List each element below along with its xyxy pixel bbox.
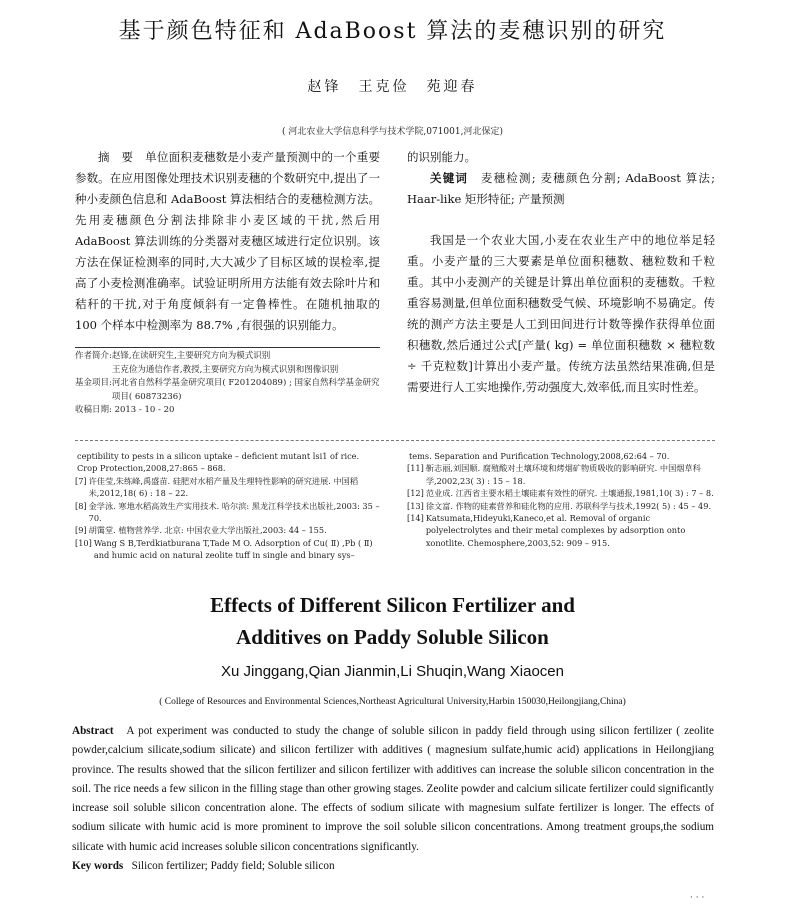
paper-title-cn: 基于颜色特征和 AdaBoost 算法的麦穗识别的研究 — [118, 19, 667, 44]
english-keywords-label: Key words — [72, 860, 124, 873]
footnote-fund-text: 河北省自然科学基金研究项目( F201204089) ; 国家自然科学基金研究项目( 60873236) — [111, 378, 380, 402]
reference-number: [10] — [75, 537, 92, 548]
footnote-author-text2: 王克俭为通信作者,教授,主要研究方向为模式识别和图像识别 — [111, 364, 339, 375]
reference-number: [8] — [75, 500, 87, 511]
reference-number: [12] — [407, 488, 424, 499]
english-authors: Xu Jinggang,Qian Jianmin,Li Shuqin,Wang Xiaocen — [221, 663, 564, 680]
reference-item — [75, 450, 380, 475]
abstract-label-cn: 摘 要 — [98, 150, 134, 164]
footnote-author-text: 赵锋,在读研究生,主要研究方向为模式识别 — [111, 351, 271, 361]
footnote-author-label: 作者简介: — [75, 351, 112, 361]
reference-number: [7] — [75, 475, 87, 486]
reference-text: 范业成. 江西省主要水稻土壤硅素有效性的研究. 土壤通报,1981,10( 3) : 7 – 8. — [425, 488, 714, 499]
english-abstract — [72, 722, 714, 876]
footnote-date: 收稿日期: 2013 - 10 - 20 — [75, 405, 175, 415]
reference-text: 靳志丽,刘国顺. 腐殖酸对土壤环境和烤烟矿物质吸收的影响研究. 中国烟草科学,2002,23( 3) : 15 – 18. — [425, 463, 701, 486]
reference-item — [75, 537, 380, 562]
reference-number: [11] — [407, 463, 424, 474]
english-keywords-text: Silicon fertilizer; Paddy field; Soluble silicon — [131, 860, 335, 873]
english-affiliation: ( College of Resources and Environmental Sciences,Northeast Agricultural University,Harbin 150030,Heilongjiang,China) — [159, 697, 626, 707]
keywords-label-cn: 关键词 — [430, 171, 469, 185]
reference-item — [75, 475, 380, 500]
references-right — [407, 450, 715, 549]
english-abstract-text: A pot experiment was conducted to study the change of soluble silicon in paddy field through using silicon fertilizer ( zeolite powder,calcium silicate,sodium silicate) and silicon fertilizer with additives ( magnesium sulfate,humic acid) applications in Heilongjiang province. The results showed that the silicon fertilizer and silicon fertilizer with additives can increase the soluble silicon concentration in the soil. The rice needs a few silicon in the filling stage than other growing stages. Zeolite powder and calcium silicate fertilizer could significantly increase soil soluble silicon concentration alone. The effects of sodium silicate with magnesium sulfate fertilizer is longer. The effects of sodium silicate with humic acid is more prominent to improve the soil soluble silicon concentrations. Among treatment groups,the sodium silicate with humic acid increases soluble silicon concentrations significantly. — [72, 725, 715, 853]
reference-number: [13] — [407, 500, 424, 511]
intro-text-cn: 我国是一个农业大国,小麦在农业生产中的地位举足轻重。小麦产量的三大要素是单位面积穗数、穗粒数和千粒重。其中小麦测产的关键是计算出单位面积的麦穗数。千粒重容易测量,但单位面积穗数受气候、环境影响不易确定。传统的测产方法主要是人工到田间进行计数等操作获得单位面积穗数,然后通过公式[产量( kg) = 单位面积穗数 × 穗粒数 ÷ 千克粒数]计算出小麦产量。传统方法虽然结果准确,但是需要进行人工实地操作,劳动强度大,效率低,而且实时性差。 — [407, 233, 715, 394]
reference-text: Wang S B,Terdkiatburana T,Tade M O. Adsorption of Cu( Ⅱ) ,Pb ( Ⅱ) and humic acid on natural zeolite tuff in single and binary sys– — [93, 537, 373, 561]
reference-text: tems. Separation and Purification Technology,2008,62:64 – 70. — [409, 451, 670, 461]
footnote-rule — [75, 347, 380, 348]
authors-cn: 赵锋 王克俭 苑迎春 — [307, 79, 478, 95]
reference-text: ceptibility to pests in a silicon uptake – deficient mutant lsi1 of rice. Crop Protection,2008,27:865 – 868. — [77, 451, 360, 474]
reference-item — [407, 500, 715, 512]
abstract-text-cn: 单位面积麦穗数是小麦产量预测中的一个重要参数。在应用图像处理技术识别麦穗的个数研究中,提出了一种小麦颜色信息和 AdaBoost 算法相结合的麦穗检测方法。先用麦穗颜色分割法排除非小麦区域的干扰,然后用 AdaBoost 算法训练的分类器对麦穗区域进行定位识别。该方法在保证检测率的同时,大大减少了目标区域的误检率,提高了小麦检测准确率。试验证明所用方法能有效去除叶片和秸秆的干扰,对于角度倾斜有一定鲁棒性。在随机抽取的 100 个样本中检测率为 88.7% ,有很强的识别能力。 — [75, 150, 380, 332]
affiliation-cn: ( 河北农业大学信息科学与技术学院,071001,河北保定) — [282, 127, 503, 137]
reference-item — [75, 524, 380, 536]
intro-cn — [407, 230, 715, 435]
page-marker: · · · — [690, 893, 705, 903]
reference-text: 金学泳. 寒地水稻高效生产实用技术. 哈尔滨: 黑龙江科学技术出版社,2003: 35 – 70. — [88, 500, 380, 524]
article-separator — [75, 440, 715, 441]
english-title-line1: Effects of Different Silicon Fertilizer and — [210, 593, 575, 617]
reference-text: 徐文富. 作物的硅素营养和硅化物的应用. 苏联科学与技术,1992( 5) : 45 – 49. — [425, 500, 712, 511]
reference-number: [14] — [407, 513, 424, 524]
footnotes — [75, 350, 380, 418]
reference-item — [407, 450, 715, 462]
references-left — [75, 450, 380, 562]
reference-number: [9] — [75, 525, 87, 536]
english-abstract-label: Abstract — [72, 725, 114, 737]
reference-text: Katsumata,Hideyuki,Kaneco,et al. Removal of organic polyelectrolytes and their metal complexes by adsorption onto xonotlite. Chemosphere,2003,52: 909 – 915. — [425, 513, 686, 548]
reference-item — [407, 512, 715, 549]
abstract-continuation-cn: 的识别能力。 关键词 麦穗检测; 麦穗颜色分割; AdaBoost 算法; Haar-like 矩形特征; 产量预测 — [407, 150, 715, 206]
reference-item — [407, 462, 715, 487]
reference-item — [75, 500, 380, 525]
reference-item — [407, 487, 715, 499]
abstract-cn — [75, 147, 380, 347]
keywords-text-cn: 麦穗检测; 麦穗颜色分割; AdaBoost 算法; Haar-like 矩形特征; 产量预测 — [407, 171, 715, 206]
english-title — [0, 589, 785, 653]
reference-text: 许佳莹,朱练峰,禹盛苗. 硅肥对水稻产量及生理特性影响的研究进展. 中国稻米,2012,18( 6) : 18 – 22. — [88, 475, 359, 499]
reference-text: 胡霭堂. 植物营养学. 北京: 中国农业大学出版社,2003: 44 – 155. — [88, 525, 327, 536]
footnote-fund-label: 基金项目: — [75, 378, 112, 388]
english-title-line2: Additives on Paddy Soluble Silicon — [236, 625, 549, 649]
